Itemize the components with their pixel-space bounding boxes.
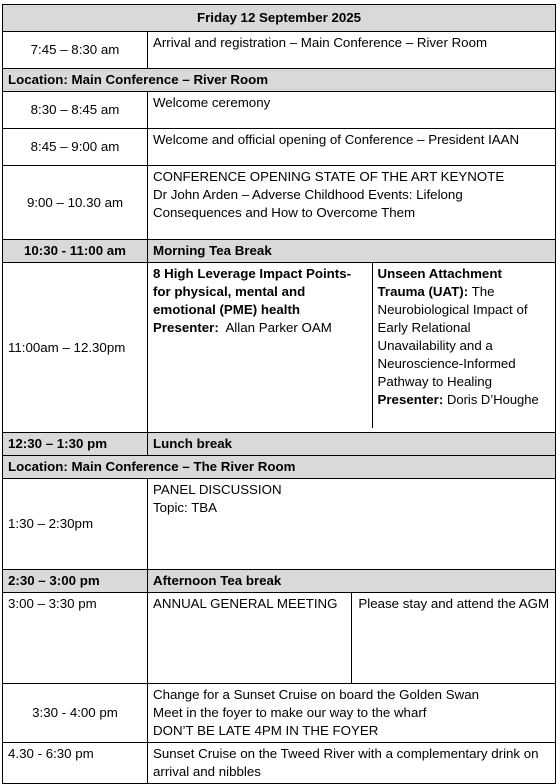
schedule-row [3, 129, 556, 166]
agm-table [148, 593, 556, 683]
session-time: 9:00 – 10.30 am [3, 166, 148, 240]
break-row [3, 240, 556, 263]
break-row [3, 433, 556, 456]
session-description: Sunset Cruise on the Tweed River with a complementary drink on arrival and nibbles [148, 743, 556, 784]
keynote-heading: CONFERENCE OPENING STATE OF THE ART KEYNOTE [153, 169, 505, 184]
keynote-speaker: Dr John Arden – Adverse Childhood Events: Lifelong Consequences and How to Overcome Them [153, 187, 463, 220]
schedule-row [3, 263, 556, 433]
session-left [148, 263, 372, 428]
session-right-description: The Neurobiological Impact of Early Relational Unavailability and a Neuroscience-Informed Pathway to Healing [377, 284, 528, 389]
panel-heading: PANEL DISCUSSION [153, 482, 282, 497]
panel-topic: Topic: TBA [153, 500, 218, 515]
location-label: Location: Main Conference – River Room [3, 69, 556, 92]
cruise-line-3: DON’T BE LATE 4PM IN THE FOYER [153, 723, 379, 738]
presenter-name: Allan Parker OAM [225, 320, 332, 335]
presenter-label: Presenter: [377, 392, 444, 407]
presenter-name: Doris D’Houghe [446, 392, 539, 407]
session-time: 2:30 – 3:00 pm [3, 570, 148, 593]
session-right-title: Unseen Attachment Trauma (UAT): [377, 266, 502, 299]
session-time: 10:30 - 11:00 am [3, 240, 148, 263]
agm-cell [148, 593, 556, 684]
agm-note: Please stay and attend the AGM [351, 593, 556, 683]
session-time: 8:45 – 9:00 am [3, 129, 148, 166]
schedule-row [3, 593, 556, 684]
session-description: Welcome and official opening of Conference – President IAAN [148, 129, 556, 166]
presenter-label: Presenter: [153, 320, 219, 335]
session-description: Arrival and registration – Main Conference – River Room [148, 32, 556, 69]
session-time: 8:30 – 8:45 am [3, 92, 148, 129]
location-label: Location: Main Conference – The River Room [3, 456, 556, 479]
schedule-table [2, 4, 556, 784]
parallel-sessions [148, 263, 556, 433]
break-label: Lunch break [148, 433, 556, 456]
schedule-title: Friday 12 September 2025 [3, 5, 556, 32]
session-time: 11:00am – 12.30pm [3, 263, 148, 433]
location-row [3, 69, 556, 92]
session-description: Welcome ceremony [148, 92, 556, 129]
schedule-title-row [3, 5, 556, 32]
session-time: 7:45 – 8:30 am [3, 32, 148, 69]
keynote-cell [148, 166, 556, 240]
cruise-line-1: Change for a Sunset Cruise on board the Golden Swan [153, 687, 479, 702]
schedule-row [3, 684, 556, 743]
session-left-title: 8 High Leverage Impact Points- for physical, mental and emotional (PME) health [153, 266, 352, 317]
cruise-change-cell [148, 684, 556, 743]
session-right [372, 263, 556, 428]
location-row [3, 456, 556, 479]
session-time: 4.30 - 6:30 pm [3, 743, 148, 784]
break-label: Afternoon Tea break [148, 570, 556, 593]
break-label: Morning Tea Break [148, 240, 556, 263]
parallel-sessions-table [148, 263, 556, 428]
agm-label: ANNUAL GENERAL MEETING [153, 596, 338, 611]
schedule-row [3, 479, 556, 570]
break-row [3, 570, 556, 593]
schedule-row [3, 166, 556, 240]
schedule-row [3, 92, 556, 129]
session-time: 3:00 – 3:30 pm [3, 593, 148, 684]
session-time: 3:30 - 4:00 pm [3, 684, 148, 743]
session-time: 1:30 – 2:30pm [3, 479, 148, 570]
cruise-line-2: Meet in the foyer to make our way to the wharf [153, 705, 427, 720]
panel-cell [148, 479, 556, 570]
schedule-row [3, 32, 556, 69]
schedule-row [3, 743, 556, 784]
session-time: 12:30 – 1:30 pm [3, 433, 148, 456]
